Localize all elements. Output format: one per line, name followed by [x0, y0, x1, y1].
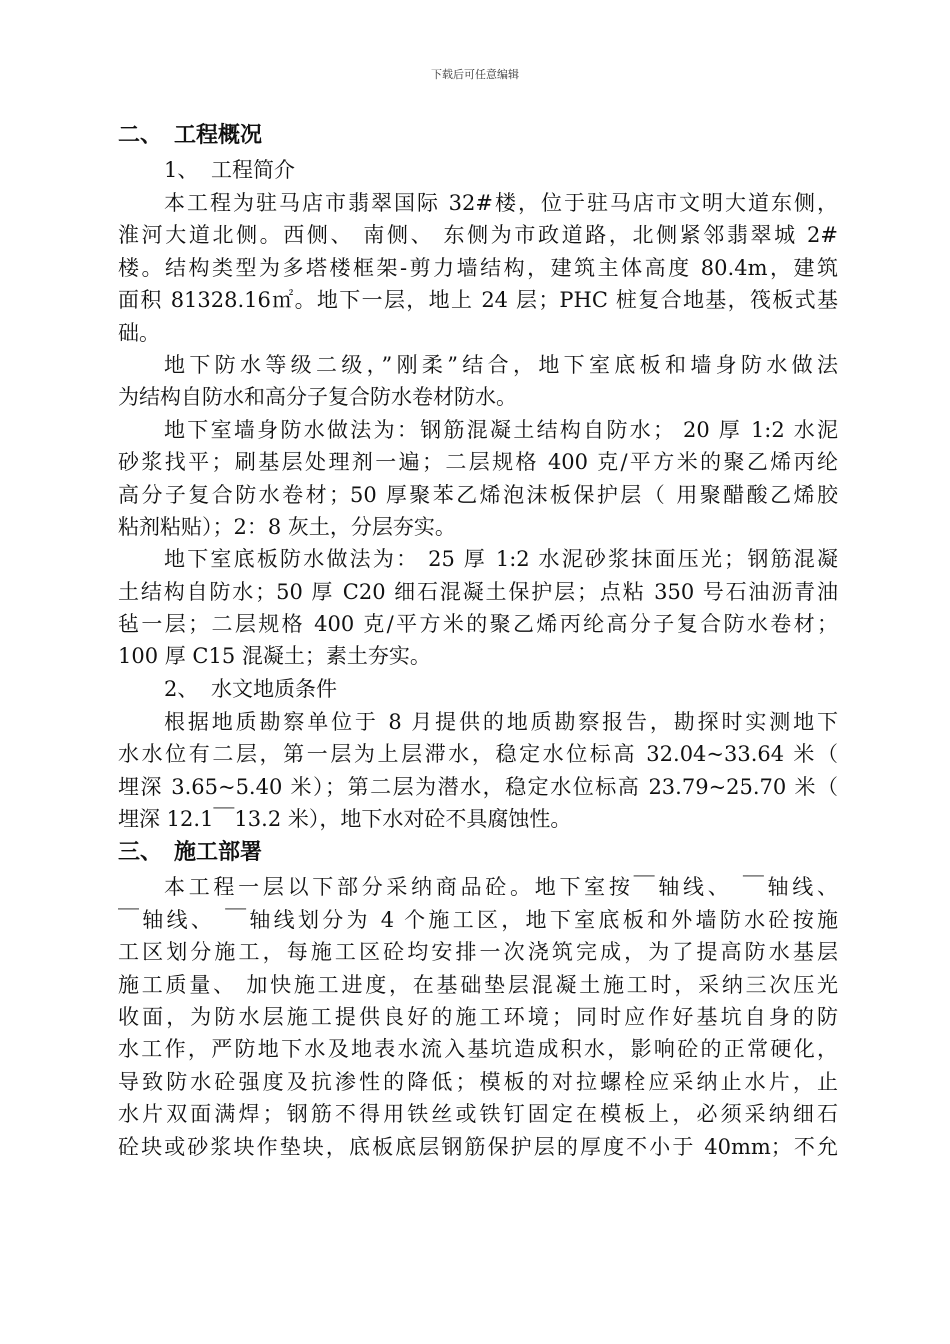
paragraph-line: 地下防水等级二级，”刚柔”结合，地下室底板和墙身防水做法	[164, 352, 838, 377]
paragraph-line: 毡一层；二层规格 400 克/平方米的聚乙烯丙纶高分子复合防水卷材；	[118, 612, 838, 637]
paragraph-line: 水工作，严防地下水及地表水流入基坑造成积水，影响砼的正常硬化，	[118, 1037, 838, 1062]
paragraph-floor-waterproof	[118, 543, 838, 673]
paragraph-project-summary	[118, 187, 838, 349]
paragraph-wall-waterproof	[118, 414, 838, 544]
section-title: 工程概况	[174, 123, 263, 148]
paragraph-line: 埋深 12.1￣13.2 米），地下水对砼不具腐蚀性。	[118, 807, 572, 832]
paragraph-line: 水片双面满焊；钢筋不得用铁丝或铁钉固定在模板上，必须采纳细石	[118, 1102, 838, 1127]
paragraph-line: 础。	[118, 320, 160, 345]
paragraph-line: 面积 81328.16㎡。地下一层，地上 24 层；PHC 桩复合地基，筏板式基	[118, 288, 838, 313]
paragraph-line: 根据地质勘察单位于 8 月提供的地质勘察报告，勘探时实测地下	[164, 709, 838, 734]
subsection-title: 水文地质条件	[211, 676, 337, 701]
paragraph-line: 施工质量、 加快施工进度，在基础垫层混凝土施工时，采纳三次压光	[118, 972, 838, 997]
paragraph-line: 地下室墙身防水做法为：钢筋混凝土结构自防水； 20 厚 1:2 水泥	[164, 417, 838, 442]
section-number: 二、	[118, 123, 163, 148]
section-title: 施工部署	[174, 840, 263, 866]
subsection-title: 工程简介	[211, 158, 295, 182]
paragraph-line: 砼块或砂浆块作垫块，底板底层钢筋保护层的厚度不小于 40mm；不允	[118, 1134, 838, 1159]
paragraph-line: 本工程为驻马店市翡翠国际 32#楼，位于驻马店市文明大道东侧，	[164, 191, 838, 215]
paragraph-line: 粘剂粘贴）；2：8 灰土，分层夯实。	[118, 514, 456, 539]
document-body	[118, 118, 838, 1163]
paragraph-line: 水水位有二层，第一层为上层滞水，稳定水位标高 32.04~33.64 米（	[118, 742, 838, 767]
paragraph-line: ￣轴线、 ￣轴线划分为 4 个施工区，地下室底板和外墙防水砼按施	[118, 907, 838, 932]
paragraph-line: 淮河大道北侧。西侧、 南侧、 东侧为市政道路，北侧紧邻翡翠城 2#	[118, 223, 838, 248]
paragraph-line: 本工程一层以下部分采纳商品砼。地下室按￣轴线、 ￣轴线、	[164, 875, 838, 900]
section-heading-overview	[118, 118, 838, 154]
section-number: 三、	[118, 840, 163, 866]
paragraph-line: 土结构自防水；50 厚 C20 细石混凝土保护层；点粘 350 号石油沥青油	[118, 579, 838, 604]
paragraph-line: 导致防水砼强度及抗渗性的降低；模板的对拉螺栓应采纳止水片，止	[118, 1069, 838, 1094]
paragraph-line: 高分子复合防水卷材；50 厚聚苯乙烯泡沫板保护层（ 用聚醋酸乙烯胶	[118, 482, 838, 507]
subsection-heading-hydrogeology	[118, 673, 838, 706]
paragraph-line: 收面，为防水层施工提供良好的施工环境；同时应作好基坑自身的防	[118, 1004, 838, 1029]
paragraph-waterproof-grade	[118, 349, 838, 414]
paragraph-line: 为结构自防水和高分子复合防水卷材防水。	[118, 385, 517, 410]
paragraph-line: 100 厚 C15 混凝土；素土夯实。	[118, 644, 431, 669]
paragraph-groundwater	[118, 706, 838, 836]
paragraph-line: 楼。结构类型为多塔楼框架-剪力墙结构，建筑主体高度 80.4m，建筑	[118, 255, 838, 280]
subsection-heading-intro	[118, 154, 838, 187]
paragraph-line: 地下室底板防水做法为： 25 厚 1:2 水泥砂浆抹面压光；钢筋混凝	[164, 547, 838, 572]
subsection-number: 2、	[164, 676, 199, 701]
paragraph-line: 砂浆找平；刷基层处理剂一遍；二层规格 400 克/平方米的聚乙烯丙纶	[118, 450, 838, 475]
paragraph-construction-plan	[118, 871, 838, 1163]
subsection-number: 1、	[164, 158, 199, 182]
paragraph-line: 埋深 3.65~5.40 米）；第二层为潜水，稳定水位标高 23.79~25.70 米（	[118, 774, 838, 799]
page-header: 下载后可任意编辑	[431, 68, 519, 81]
paragraph-line: 工区划分施工，每施工区砼均安排一次浇筑完成，为了提高防水基层	[118, 940, 838, 965]
section-heading-deployment	[118, 835, 838, 871]
